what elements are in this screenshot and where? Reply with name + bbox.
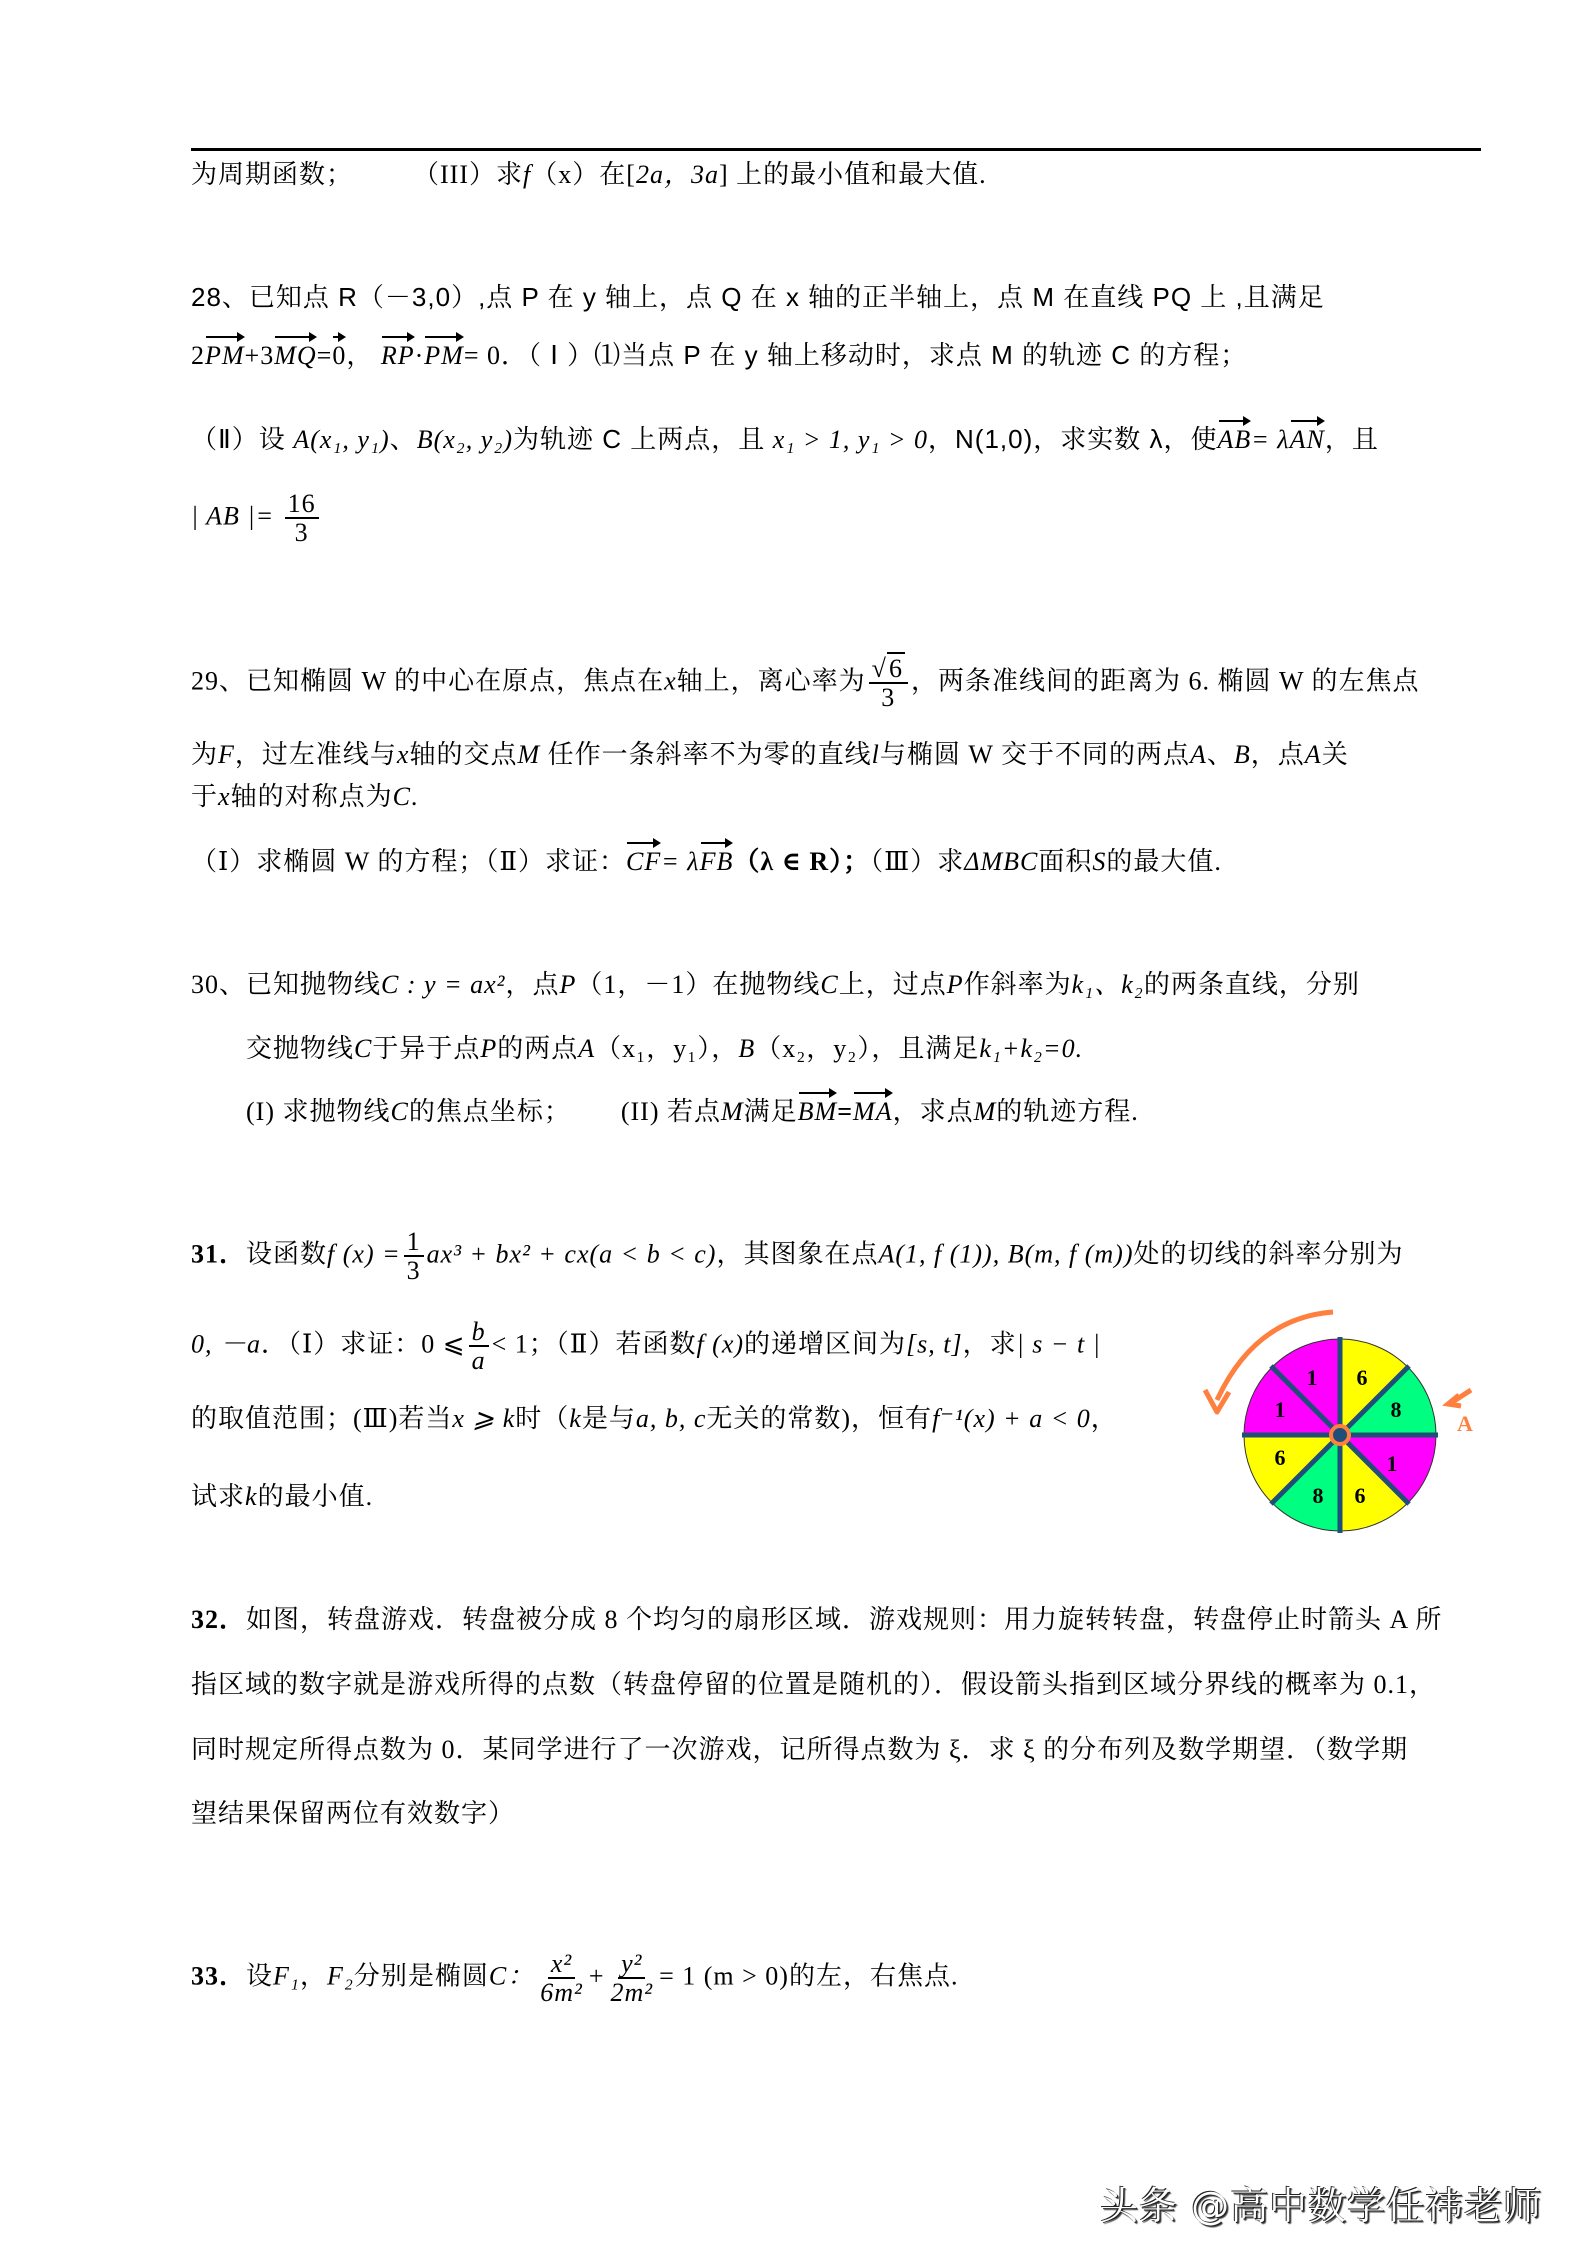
math: C： — [488, 1961, 535, 1991]
math: M — [720, 1097, 744, 1126]
math: < 1 — [491, 1329, 529, 1359]
text: 的两条直线，分别 — [1143, 970, 1360, 999]
math: a, b, c — [635, 1404, 707, 1433]
math: A(1, f (1)), B(m, f (m)) — [878, 1239, 1134, 1269]
math: k₁+k₂=0. — [979, 1034, 1084, 1063]
math: 0 ⩽ — [421, 1329, 466, 1359]
text: 上，过点 — [838, 970, 947, 999]
vector-PM: PM — [205, 339, 245, 373]
math: 2 — [191, 341, 205, 370]
math: = — [837, 1097, 854, 1126]
math: C : y = ax² — [381, 970, 506, 999]
fraction — [285, 490, 319, 547]
math: [s, t] — [906, 1329, 963, 1359]
math: M — [973, 1097, 997, 1126]
pointer-arrow-A — [1448, 1390, 1473, 1436]
text: 望结果保留两位有效数字） — [191, 1799, 516, 1828]
math: C — [354, 1034, 373, 1063]
text: 的取值范围；(Ⅲ)若当 — [191, 1404, 453, 1433]
numerator: y² — [618, 1950, 645, 1979]
math: P — [946, 970, 964, 999]
math: k₁、k₂ — [1071, 970, 1144, 999]
text: 的两点 — [497, 1034, 579, 1063]
text: 作斜率为 — [963, 970, 1072, 999]
text: ，N(1,0)，求实数 λ，使 — [928, 424, 1218, 454]
denominator: 3 — [881, 683, 896, 713]
denominator: a — [471, 1346, 486, 1376]
svg-text:1: 1 — [1386, 1451, 1398, 1476]
text: ，且 — [1324, 424, 1379, 454]
text: 已知抛物线 — [246, 970, 382, 999]
math: F₁ — [273, 1961, 300, 1991]
text: 任作一条斜率不为零的直线 — [540, 740, 872, 769]
numerator: 16 — [285, 490, 319, 519]
text: ，过左准线与 — [234, 740, 397, 769]
vector-MQ: MQ — [274, 339, 316, 373]
fraction — [608, 1950, 657, 2007]
svg-text:6: 6 — [1356, 1365, 1368, 1390]
math: x — [218, 782, 231, 811]
problem-line — [191, 280, 1325, 314]
text: （x₂，y₂），且满足 — [755, 1034, 980, 1063]
math: ax³ + bx² + cx(a < b < c) — [426, 1239, 717, 1269]
math: x — [664, 666, 677, 696]
math: P — [480, 1034, 498, 1063]
math: A — [578, 1034, 596, 1063]
problem-line — [191, 1402, 1118, 1436]
text: 、 — [389, 425, 417, 454]
text: (I) 求抛物线 — [246, 1097, 391, 1126]
problem-number: 29、 — [191, 666, 247, 696]
text: 于 — [191, 782, 219, 811]
text: ，两条准线间的距离为 6. 椭圆 W 的左焦点 — [910, 666, 1420, 696]
problem-number: 31． — [191, 1239, 247, 1269]
math: l — [871, 740, 880, 769]
fraction — [469, 1318, 489, 1375]
svg-text:1: 1 — [1274, 1397, 1286, 1422]
math: 2a，3a — [635, 160, 719, 189]
numerator: b — [469, 1318, 489, 1347]
text: 的最小值. — [257, 1482, 374, 1511]
math: f (x) — [696, 1329, 745, 1359]
text: 同时规定所得点数为 0．某同学进行了一次游戏，记所得点数为 ξ．求 ξ 的分布列及数学期望．（数学期 — [191, 1735, 1409, 1764]
vector-AN: AN — [1290, 423, 1325, 457]
vector-AB: AB — [1218, 423, 1252, 457]
problem-line — [191, 1318, 1101, 1375]
text: 于异于点 — [372, 1034, 481, 1063]
text: 设函数 — [246, 1239, 328, 1269]
math: | AB |= — [191, 501, 275, 531]
math: A — [1304, 740, 1322, 769]
math: P — [559, 970, 577, 999]
vector-MA: MA — [853, 1095, 893, 1129]
text: （Ⅲ）求 — [870, 847, 965, 876]
vector-PM: PM — [424, 339, 464, 373]
text: ；（Ⅱ）若函数 — [528, 1329, 697, 1359]
denominator: 3 — [406, 1256, 421, 1286]
math: M — [517, 740, 541, 769]
math: （x） — [531, 160, 600, 189]
problem-line — [191, 968, 1360, 1002]
math: f⁻¹(x) + a < 0 — [932, 1404, 1091, 1433]
math: S — [1092, 847, 1107, 876]
text: 的轨迹方程. — [996, 1097, 1139, 1126]
vector-FB: FB — [700, 845, 734, 879]
fraction — [869, 655, 908, 712]
problem-line — [246, 1032, 1083, 1066]
text: ， — [346, 341, 374, 370]
text: 求 — [496, 160, 524, 189]
text: 轴上，离心率为 — [676, 666, 866, 696]
text: 轴的对称点为 — [230, 782, 393, 811]
math: x ⩾ k — [452, 1404, 516, 1433]
math: f (x) = — [327, 1239, 401, 1269]
math: x₁ > 1, y₁ > 0 — [772, 425, 929, 454]
problem-line — [191, 1668, 1436, 1702]
text: 的最大值. — [1106, 847, 1222, 876]
text: 处的切线的斜率分别为 — [1133, 1239, 1404, 1269]
radicand: 6 — [888, 654, 903, 683]
math: C — [390, 1097, 409, 1126]
math: · — [414, 341, 425, 370]
text: (II) 若点 — [620, 1097, 721, 1126]
text: （1，－1）在抛物线 — [576, 970, 821, 999]
math: ΔMBC — [964, 847, 1039, 876]
math: = 0 — [463, 341, 501, 370]
vector-BM: BM — [798, 1095, 838, 1129]
math: x — [396, 740, 410, 769]
math: B — [738, 1034, 756, 1063]
pointer-label: A — [1457, 1411, 1473, 1436]
part-label: （III） — [413, 160, 496, 189]
text: 满足 — [743, 1097, 798, 1126]
problem-line — [191, 845, 1222, 879]
math: B(x₂, y₂) — [416, 425, 514, 454]
text: 是与 — [581, 1404, 636, 1433]
svg-text:8: 8 — [1312, 1483, 1324, 1508]
problem-line — [191, 1228, 1404, 1285]
problem-line: 于x轴的对称点为C. — [191, 782, 419, 811]
text: 为 — [191, 740, 219, 769]
text: 的左，右焦点. — [788, 1961, 959, 1991]
text: 面积 — [1038, 847, 1093, 876]
text: 与椭圆 W 交于不同的两点 — [879, 740, 1190, 769]
text: ， — [299, 1961, 327, 1991]
math: | s − t | — [1016, 1329, 1101, 1359]
math: = λ — [661, 847, 700, 876]
problem-line — [191, 338, 1247, 373]
text: 分别是椭圆 — [353, 1961, 489, 1991]
denominator: 6m² — [540, 1978, 583, 2008]
watermark: 头条 @高中数学任祎老师 — [1100, 2184, 1543, 2228]
vector-RP: RP — [381, 339, 415, 373]
text: ，求 — [962, 1329, 1017, 1359]
problem-line — [191, 738, 1349, 772]
continuation-line — [191, 158, 987, 192]
text: （Ⅱ）设 — [191, 424, 286, 454]
text: （Ⅰ）求椭圆 W 的方程；（Ⅱ）求证： — [191, 847, 627, 876]
problem-line — [191, 422, 1379, 457]
text: 时（ — [515, 1404, 570, 1433]
text: （x₁，y₁）， — [595, 1034, 739, 1063]
numerator: √6 — [869, 655, 908, 684]
problem-line — [191, 1797, 515, 1831]
fraction — [404, 1228, 424, 1285]
math: F₂ — [326, 1961, 354, 1991]
problem-line — [191, 1950, 958, 2007]
math: k — [245, 1482, 258, 1511]
text: 的焦点坐标； — [408, 1097, 571, 1126]
text: 关 — [1321, 740, 1349, 769]
text: ，求点 — [892, 1097, 974, 1126]
svg-text:6: 6 — [1354, 1483, 1366, 1508]
text: 轴的交点 — [409, 740, 518, 769]
text: 交抛物线 — [246, 1034, 355, 1063]
math: + — [588, 1961, 605, 1991]
svg-text:8: 8 — [1390, 1397, 1402, 1422]
math: k — [569, 1404, 582, 1433]
svg-text:6: 6 — [1274, 1445, 1286, 1470]
zero-vector: 0 — [332, 339, 346, 373]
math: A — [1189, 740, 1207, 769]
text: 如图，转盘游戏．转盘被分成 8 个均匀的扇形区域．游戏规则：用力旋转转盘，转盘停止时箭头 A 所 — [246, 1605, 1443, 1634]
math: = 1 (m > 0) — [659, 1961, 789, 1991]
text: 、 — [1206, 740, 1234, 769]
text: 的递增区间为 — [744, 1329, 907, 1359]
math: （λ ∈ R）； — [733, 847, 871, 876]
problem-number: 28、 — [191, 282, 249, 312]
problem-line — [191, 1480, 373, 1514]
text: 已知点 R（－3,0）,点 P 在 y 轴上，点 Q 在 x 轴的正半轴上，点 M 在直线 PQ 上 ,且满足 — [248, 282, 1325, 312]
problem-number: 32． — [191, 1605, 247, 1634]
text: ，其图象在点 — [716, 1239, 879, 1269]
problem-line — [191, 655, 1420, 712]
math: +3 — [244, 341, 275, 370]
text: 为周期函数； — [191, 160, 354, 189]
text: ．（ Ⅰ ）⑴当点 P 在 y 轴上移动时，求点 M 的轨迹 C 的方程； — [501, 340, 1248, 370]
text: ，点 — [1250, 740, 1305, 769]
math: C — [820, 970, 839, 999]
denominator: 3 — [294, 518, 309, 548]
math: = — [316, 341, 333, 370]
math: A(x₁, y₁) — [293, 425, 390, 454]
problem-number: 30、 — [191, 970, 247, 999]
text: ．（Ⅰ）求证： — [261, 1329, 422, 1359]
text: ] 上的最小值和最大值. — [718, 160, 987, 189]
text: 为轨迹 C 上两点，且 — [513, 424, 766, 454]
math: C — [392, 782, 411, 811]
numerator: x² — [548, 1950, 575, 1979]
text: 已知椭圆 W 的中心在原点，焦点在 — [246, 666, 665, 696]
problem-line — [191, 490, 322, 547]
problem-line — [246, 1095, 1139, 1129]
text: 设 — [246, 1961, 274, 1991]
math: 0, －a — [191, 1329, 262, 1359]
denominator: 2m² — [610, 1978, 654, 2008]
text: ， — [1090, 1404, 1118, 1433]
text: 无关的常数)，恒有 — [706, 1404, 933, 1433]
text: 在[ — [599, 160, 636, 189]
fraction — [537, 1950, 586, 2007]
problem-line — [191, 1603, 1442, 1637]
wheel — [1242, 1337, 1438, 1533]
math: f — [523, 160, 532, 189]
numerator: 1 — [404, 1228, 424, 1257]
vector-CF: CF — [626, 845, 661, 879]
svg-text:1: 1 — [1306, 1365, 1318, 1390]
top-rule — [191, 148, 1481, 151]
problem-number: 33． — [191, 1961, 247, 1991]
text: 指区域的数字就是游戏所得的点数（转盘停留的位置是随机的）．假设箭头指到区域分界线的概率为 0.1， — [191, 1670, 1437, 1699]
math: = λ — [1251, 425, 1290, 454]
spinner-wheel-figure — [1195, 1300, 1485, 1550]
math: F — [218, 740, 235, 769]
math: B — [1233, 740, 1251, 769]
text: ，点 — [505, 970, 560, 999]
text: 试求 — [191, 1482, 246, 1511]
problem-line — [191, 1733, 1408, 1767]
